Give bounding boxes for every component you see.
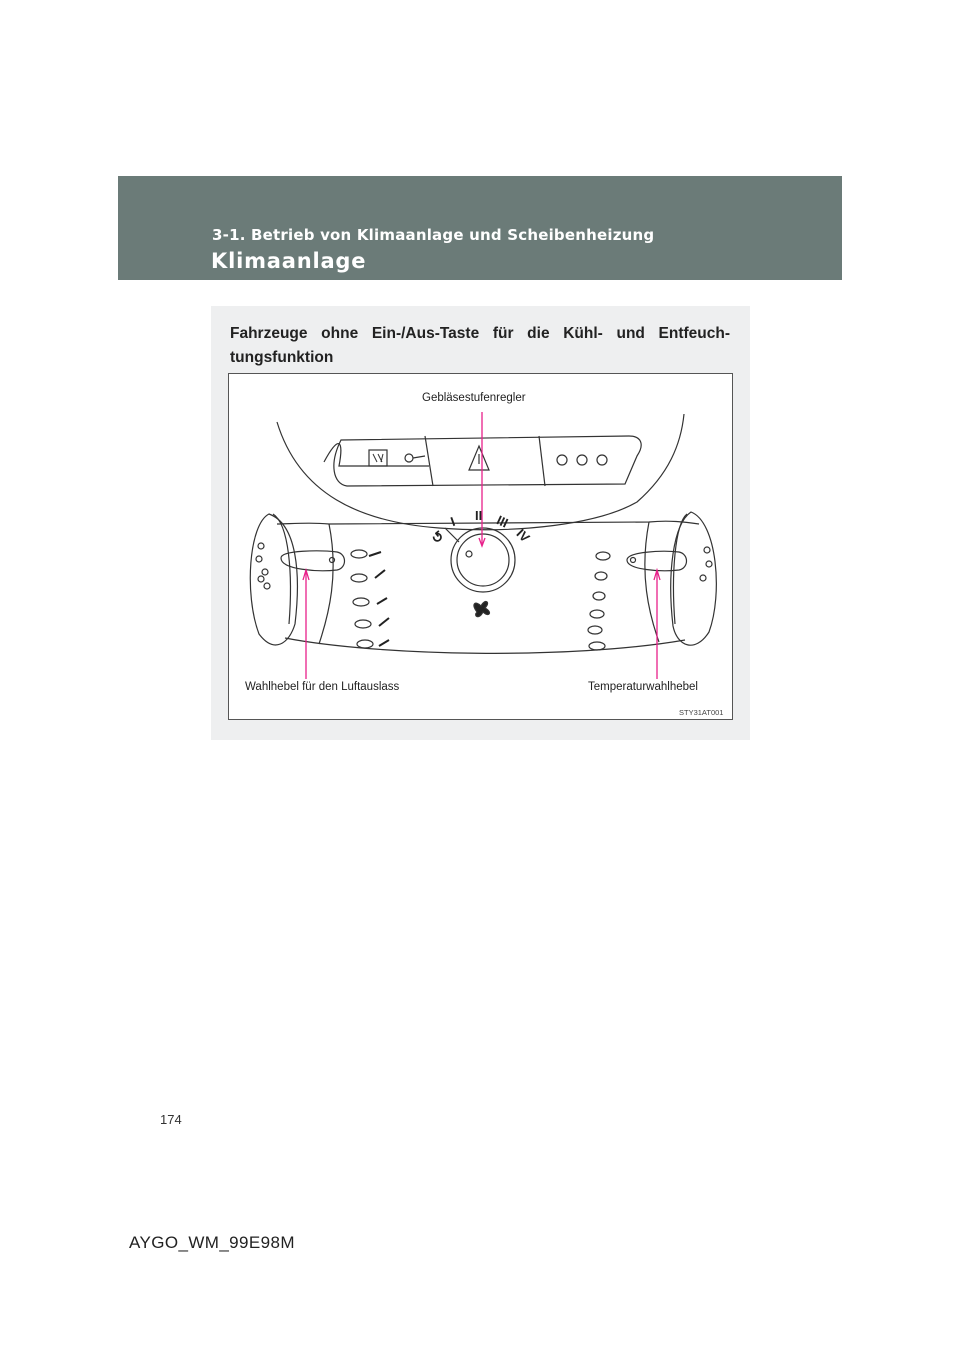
fan-mark-2: II	[475, 508, 483, 523]
fan-mark-1: I	[448, 513, 458, 530]
fan-icon	[474, 602, 489, 617]
fan-mark-auto: ↺	[427, 527, 448, 548]
climate-control-figure	[228, 373, 733, 720]
label-air-outlet: Wahlhebel für den Luftauslass	[245, 681, 400, 693]
page-title: Klimaanlage	[211, 249, 367, 273]
label-temperature: Temperaturwahlhebel	[588, 681, 698, 693]
fan-speed-dial	[451, 528, 515, 592]
info-box-heading: Fahrzeuge ohne Ein-/Aus-Taste für die Kühl- und Entfeuch-tungsfunktion	[230, 325, 730, 366]
climate-panel-illustration	[229, 374, 732, 719]
section-heading: 3-1. Betrieb von Klimaanlage und Scheibenheizung	[212, 226, 655, 244]
right-vent	[671, 512, 717, 645]
fan-mark-3: III	[494, 512, 511, 531]
console-upper-left	[324, 444, 429, 466]
figure-code: STY31AT001	[679, 708, 724, 717]
page-number: 174	[160, 1112, 182, 1127]
label-fan-speed: Gebläsestufenregler	[422, 392, 526, 404]
fan-mark-4: IV	[513, 525, 533, 546]
top-switch-panel	[334, 436, 641, 486]
document-code: AYGO_WM_99E98M	[129, 1233, 295, 1252]
rear-defog-button	[369, 450, 387, 466]
fascia-bottom	[285, 638, 685, 653]
